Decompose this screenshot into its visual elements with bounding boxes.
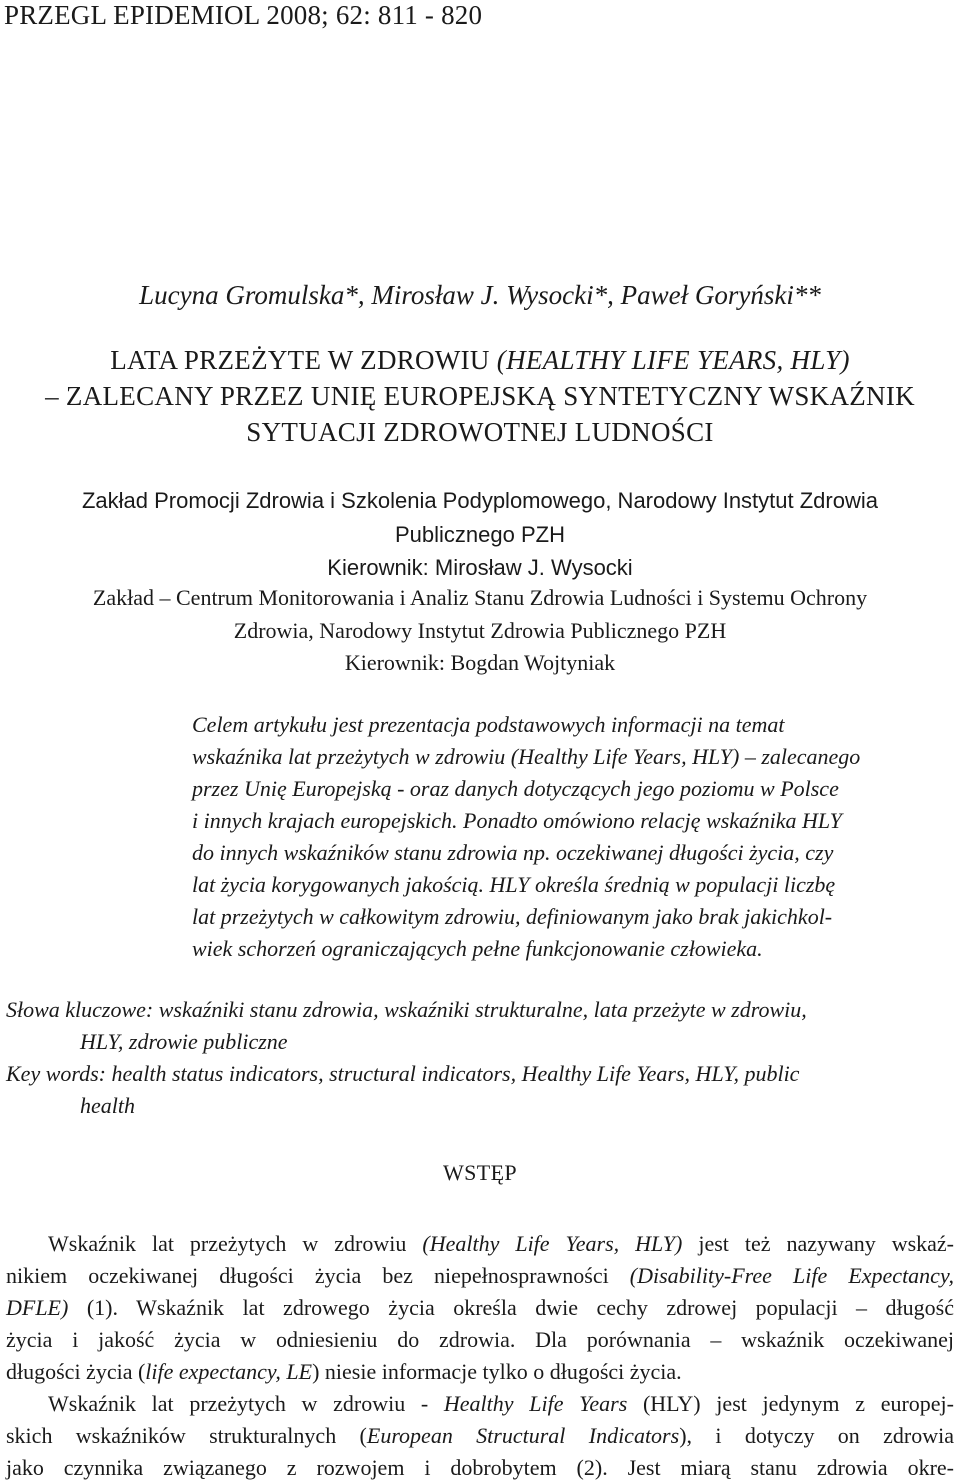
title-line-3: SYTUACJI ZDROWOTNEJ LUDNOŚCI	[246, 417, 714, 447]
abstract-line: lat przeżytych w całkowitym zdrowiu, definiowanym jako brak jakichkol-	[192, 904, 833, 929]
title-line-1-main: LATA PRZEŻYTE W ZDROWIU	[110, 345, 497, 375]
section-heading: WSTĘP	[442, 1160, 518, 1185]
affiliation-2-line-1: Zakład – Centrum Monitorowania i Analiz Stanu Zdrowia Ludności i Systemu Ochrony	[92, 585, 868, 610]
title-line-2: – ZALECANY PRZEZ UNIĘ EUROPEJSKĄ SYNTETYCZNY WSKAŹNIK	[45, 381, 915, 411]
body-line: Wskaźnik lat przeżytych w zdrowiu (Healthy Life Years, HLY) jest też nazywany wskaź-	[48, 1231, 954, 1256]
keywords-pl-line-2: HLY, zdrowie publiczne	[80, 1029, 288, 1054]
body-line: nikiem oczekiwanej długości życia bez niepełnosprawności (Disability-Free Life Expectancy,	[6, 1263, 954, 1288]
body-line: życia i jakość życia w odniesieniu do zdrowia. Dla porównania – wskaźnik oczekiwanej	[6, 1327, 954, 1352]
abstract-line: przez Unię Europejską - oraz danych dotyczących jego poziomu w Polsce	[192, 776, 839, 801]
abstract-line: lat życia korygowanych jakością. HLY określa średnią w populacji liczbę	[192, 872, 836, 897]
body-line: jako czynnika związanego z rozwojem i dobrobytem (2). Jest miarą stanu zdrowia okre-	[6, 1455, 954, 1480]
abstract-line: Celem artykułu jest prezentacja podstawowych informacji na temat	[192, 712, 785, 737]
title-line-1-italic: (HEALTHY LIFE YEARS, HLY)	[496, 345, 850, 375]
affiliation-1-head: Kierownik: Mirosław J. Wysocki	[327, 555, 633, 580]
affiliation-2-head: Kierownik: Bogdan Wojtyniak	[344, 650, 616, 675]
title-line-1	[0, 345, 960, 376]
affiliation-1-line-1: Zakład Promocji Zdrowia i Szkolenia Podyplomowego, Narodowy Instytut Zdrowia	[81, 488, 878, 513]
abstract-line: wskaźnika lat przeżytych w zdrowiu (Healthy Life Years, HLY) – zalecanego	[192, 744, 861, 769]
body-line: długości życia (life expectancy, LE) niesie informacje tylko o długości życia.	[6, 1359, 682, 1384]
body-line: DFLE) (1). Wskaźnik lat zdrowego życia określa dwie cechy zdrowej populacji – długość	[6, 1295, 954, 1320]
abstract-line: i innych krajach europejskich. Ponadto omówiono relację wskaźnika HLY	[192, 808, 842, 833]
journal-citation: PRZEGL EPIDEMIOL 2008; 62: 811 - 820	[4, 0, 483, 30]
keywords-en-line-1: Key words: health status indicators, structural indicators, Healthy Life Years, HLY, public	[6, 1061, 800, 1086]
keywords-pl-line-1: Słowa kluczowe: wskaźniki stanu zdrowia, wskaźniki strukturalne, lata przeżyte w zdrowiu,	[6, 997, 807, 1022]
keywords-en-line-2: health	[80, 1093, 135, 1118]
affiliation-2-line-2: Zdrowia, Narodowy Instytut Zdrowia Publicznego PZH	[233, 618, 727, 643]
body-line: Wskaźnik lat przeżytych w zdrowiu - Healthy Life Years (HLY) jest jedynym z europej-	[48, 1391, 954, 1416]
affiliation-1-line-2: Publicznego PZH	[395, 522, 565, 547]
abstract-line: wiek schorzeń ograniczających pełne funkcjonowanie człowieka.	[192, 936, 763, 961]
body-line: skich wskaźników strukturalnych (European Structural Indicators), i dotyczy on zdrowia	[6, 1423, 955, 1448]
abstract-line: do innych wskaźników stanu zdrowia np. oczekiwanej długości życia, czy	[192, 840, 834, 865]
authors: Lucyna Gromulska*, Mirosław J. Wysocki*, Paweł Goryński**	[139, 280, 821, 310]
